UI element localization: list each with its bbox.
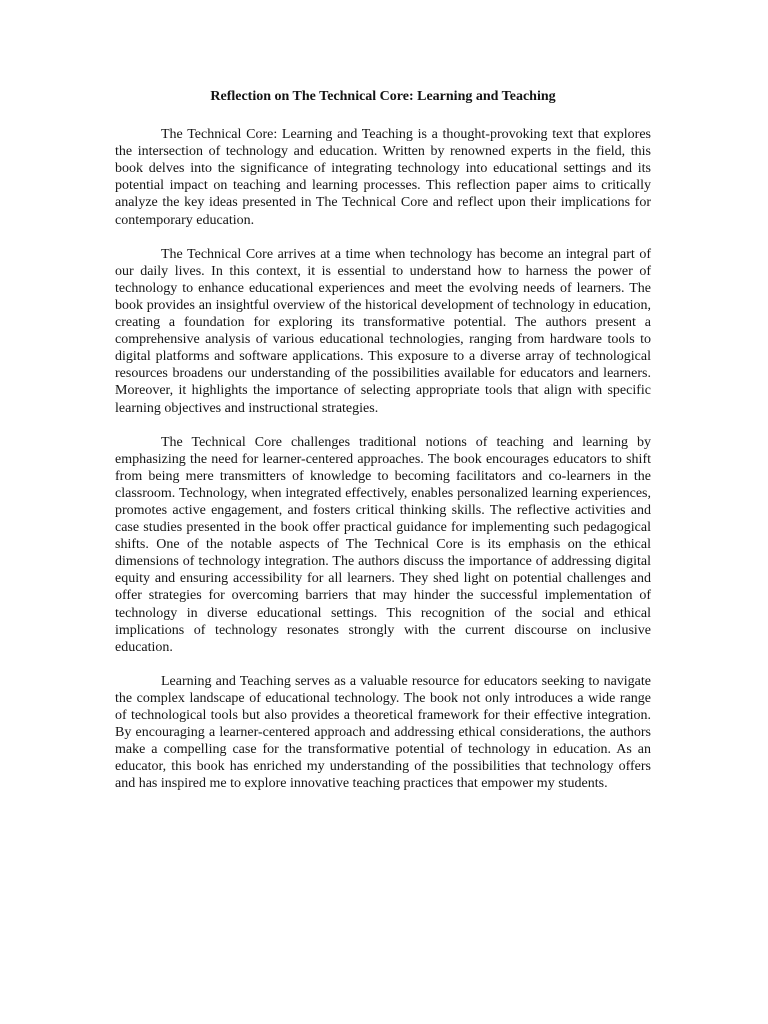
paragraph-4: Learning and Teaching serves as a valuable resource for educators seeking to navigate the complex landscape of educational technology. The book not only introduces a wide range of technological tools but also provides a theoretical framework for their effective integration. By encouraging a learner-centered approach and addressing ethical considerations, the authors make a compelling case for the transformative potential of technology in education. As an educator, this book has enriched my understanding of the possibilities that technology offers and has inspired me to explore innovative teaching practices that empower my students. — [115, 673, 651, 792]
document-title: Reflection on The Technical Core: Learning and Teaching — [210, 89, 556, 104]
paragraph-1: The Technical Core: Learning and Teaching is a thought-provoking text that explores the intersection of technology and education. Written by renowned experts in the field, this book delves into the significance of integrating technology into educational settings and its potential impact on teaching and learning processes. This reflection paper aims to critically analyze the key ideas presented in The Technical Core and reflect upon their implications for contemporary education. — [115, 127, 651, 228]
document-body — [115, 88, 651, 809]
paragraph-3: The Technical Core challenges traditional notions of teaching and learning by emphasizing the need for learner-centered approaches. The book encourages educators to shift from being mere transmitters of knowledge to becoming facilitators and co-learners in the classroom. Technology, when integrated effectively, enables personalized learning experiences, promotes active engagement, and fosters critical thinking skills. The reflective activities and case studies presented in the book offer practical guidance for implementing such pedagogical shifts. One of the notable aspects of The Technical Core is its emphasis on the ethical dimensions of technology integration. The authors discuss the importance of addressing digital equity and ensuring accessibility for all learners. They shed light on potential challenges and offer strategies for overcoming barriers that may hinder the successful implementation of technology in diverse educational settings. This recognition of the social and ethical implications of technology resonates strongly with the current discourse on inclusive education. — [115, 434, 651, 655]
paragraph-2: The Technical Core arrives at a time when technology has become an integral part of our daily lives. In this context, it is essential to understand how to harness the power of technology to enhance educational experiences and meet the evolving needs of learners. The book provides an insightful overview of the historical development of technology in education, creating a foundation for exploring its transformative potential. The authors present a comprehensive analysis of various educational technologies, ranging from hardware tools to digital platforms and software applications. This exposure to a diverse array of technological resources broadens our understanding of the possibilities available for educators and learners. Moreover, it highlights the importance of selecting appropriate tools that align with specific learning objectives and instructional strategies. — [115, 246, 651, 416]
